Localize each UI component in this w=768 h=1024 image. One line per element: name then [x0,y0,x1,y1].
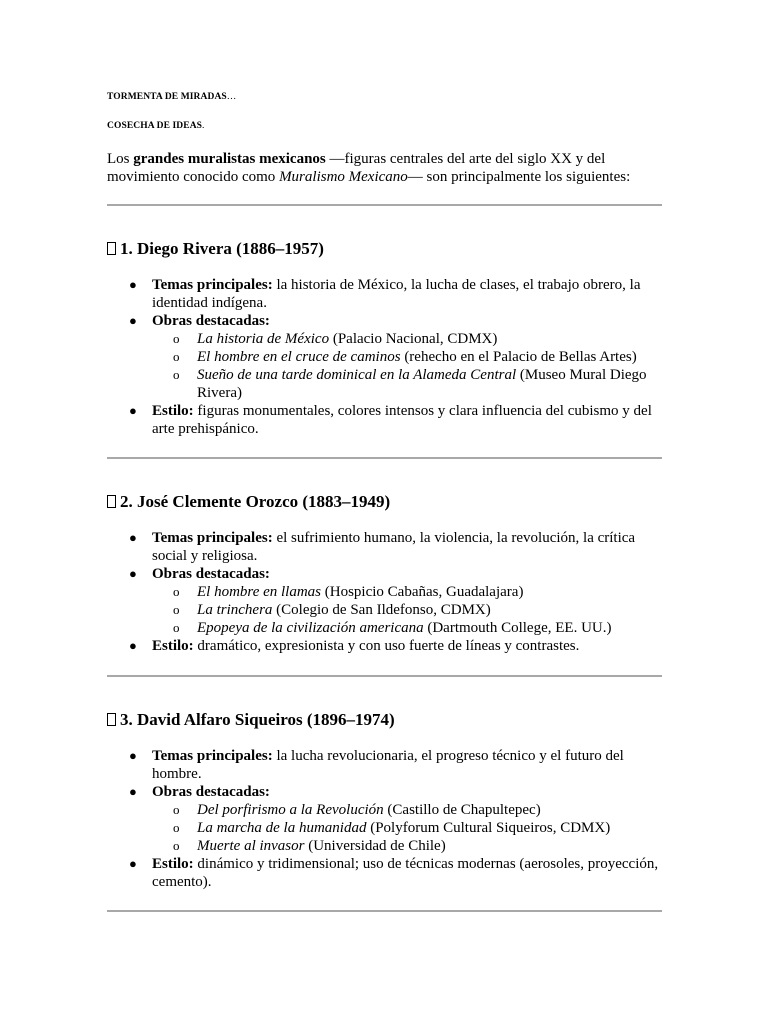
sublist-item: o Epopeya de la civilización americana (Dartmouth College, EE. UU.) [173,620,612,636]
bullet-icon: ● [129,277,137,292]
horizontal-rule [107,675,662,677]
sublist-item: o La historia de México (Palacio Nacional, CDMX) [173,331,498,347]
bullet-icon: ● [129,638,137,653]
section-list [107,276,662,438]
circle-bullet-icon: o [173,820,180,835]
bullet-icon: ● [129,566,137,581]
section-list [107,529,662,655]
circle-bullet-icon: o [173,367,180,382]
sublist-item: o Muerte al invasor (Universidad de Chile) [173,838,446,854]
list-item-estilo: ● Estilo: dramático, expresionista y con uso fuerte de líneas y contrastes. [129,638,580,654]
missing-glyph-icon [107,242,116,255]
sublist-item: o Del porfirismo a la Revolución (Castillo de Chapultepec) [173,802,541,818]
circle-bullet-icon: o [173,331,180,346]
section-jose-clemente-orozco [107,492,662,655]
list-item-estilo: ● Estilo: figuras monumentales, colores intensos y clara influencia del cubismo y del arte prehispánico. [129,403,652,437]
sublist-item: o La trinchera (Colegio de San Ildefonso, CDMX) [173,602,491,618]
horizontal-rule [107,457,662,459]
bullet-icon: ● [129,784,137,799]
header-cosecha [107,121,205,131]
obras-sublist [152,801,662,855]
list-item-obras: ● Obras destacadas: o La historia de México (Palacio Nacional, CDMX) o El hombre en el cruce de caminos (rehecho en el Palacio de Bellas Artes) o Sueño de una tarde dominical en la Alameda Central (Museo Mural Diego Rivera) [107,312,662,402]
circle-bullet-icon: o [173,584,180,599]
list-item-temas: ● Temas principales: el sufrimiento humano, la violencia, la revolución, la crítica social y religiosa. [129,530,636,564]
intro-paragraph: Los grandes muralistas mexicanos —figuras centrales del arte del siglo XX y del movimiento conocido como Muralismo Mexicano— son principalmente los siguientes: [107,151,631,185]
obras-sublist [152,583,662,637]
section-diego-rivera [107,239,662,438]
section-heading: 3. David Alfaro Siqueiros (1896–1974) [107,710,662,730]
circle-bullet-icon: o [173,620,180,635]
list-item-obras: ● Obras destacadas: o Del porfirismo a la Revolución (Castillo de Chapultepec) o La marcha de la humanidad (Polyforum Cultural Siqueiros, CDMX) o Muerte al invasor (Universidad de Chile) [107,783,662,855]
section-david-alfaro-siqueiros [107,710,662,891]
horizontal-rule [107,910,662,912]
section-list [107,747,662,891]
horizontal-rule [107,204,662,206]
sublist-item: o El hombre en el cruce de caminos (rehecho en el Palacio de Bellas Artes) [173,349,637,365]
header-tormenta-ellipsis: … [226,92,237,102]
list-item-obras: ● Obras destacadas: o El hombre en llamas (Hospicio Cabañas, Guadalajara) o La trinchera (Colegio de San Ildefonso, CDMX) o Epopeya de la civilización americana (Dartmouth College, EE. UU.) [107,565,662,637]
circle-bullet-icon: o [173,602,180,617]
sublist-item: o La marcha de la humanidad (Polyforum Cultural Siqueiros, CDMX) [173,820,611,836]
missing-glyph-icon [107,713,116,726]
list-item-temas: ● Temas principales: la historia de México, la lucha de clases, el trabajo obrero, la identidad indígena. [129,277,641,311]
bullet-icon: ● [129,313,137,328]
bullet-icon: ● [129,856,137,871]
circle-bullet-icon: o [173,838,180,853]
sublist-item: o El hombre en llamas (Hospicio Cabañas, Guadalajara) [173,584,524,600]
header-cosecha-text: COSECHA DE IDEAS [107,121,203,131]
obras-sublist [152,330,662,402]
bullet-icon: ● [129,530,137,545]
bullet-icon: ● [129,748,137,763]
list-item-estilo: ● Estilo: dinámico y tridimensional; uso de técnicas modernas (aerosoles, proyección, cemento). [129,856,659,890]
bullet-icon: ● [129,403,137,418]
header-tormenta [107,92,236,102]
section-heading: 2. José Clemente Orozco (1883–1949) [107,492,662,512]
header-tormenta-text: TORMENTA DE MIRADAS [107,92,227,102]
missing-glyph-icon [107,495,116,508]
intro-italic: Muralismo Mexicano [279,169,408,185]
sublist-item: o Sueño de una tarde dominical en la Alameda Central (Museo Mural Diego Rivera) [173,367,647,401]
intro-bold: grandes muralistas mexicanos [133,151,326,167]
circle-bullet-icon: o [173,349,180,364]
circle-bullet-icon: o [173,802,180,817]
list-item-temas: ● Temas principales: la lucha revolucionaria, el progreso técnico y el futuro del hombre. [129,748,624,782]
header-cosecha-period: . [202,121,205,131]
section-heading: 1. Diego Rivera (1886–1957) [107,239,662,259]
